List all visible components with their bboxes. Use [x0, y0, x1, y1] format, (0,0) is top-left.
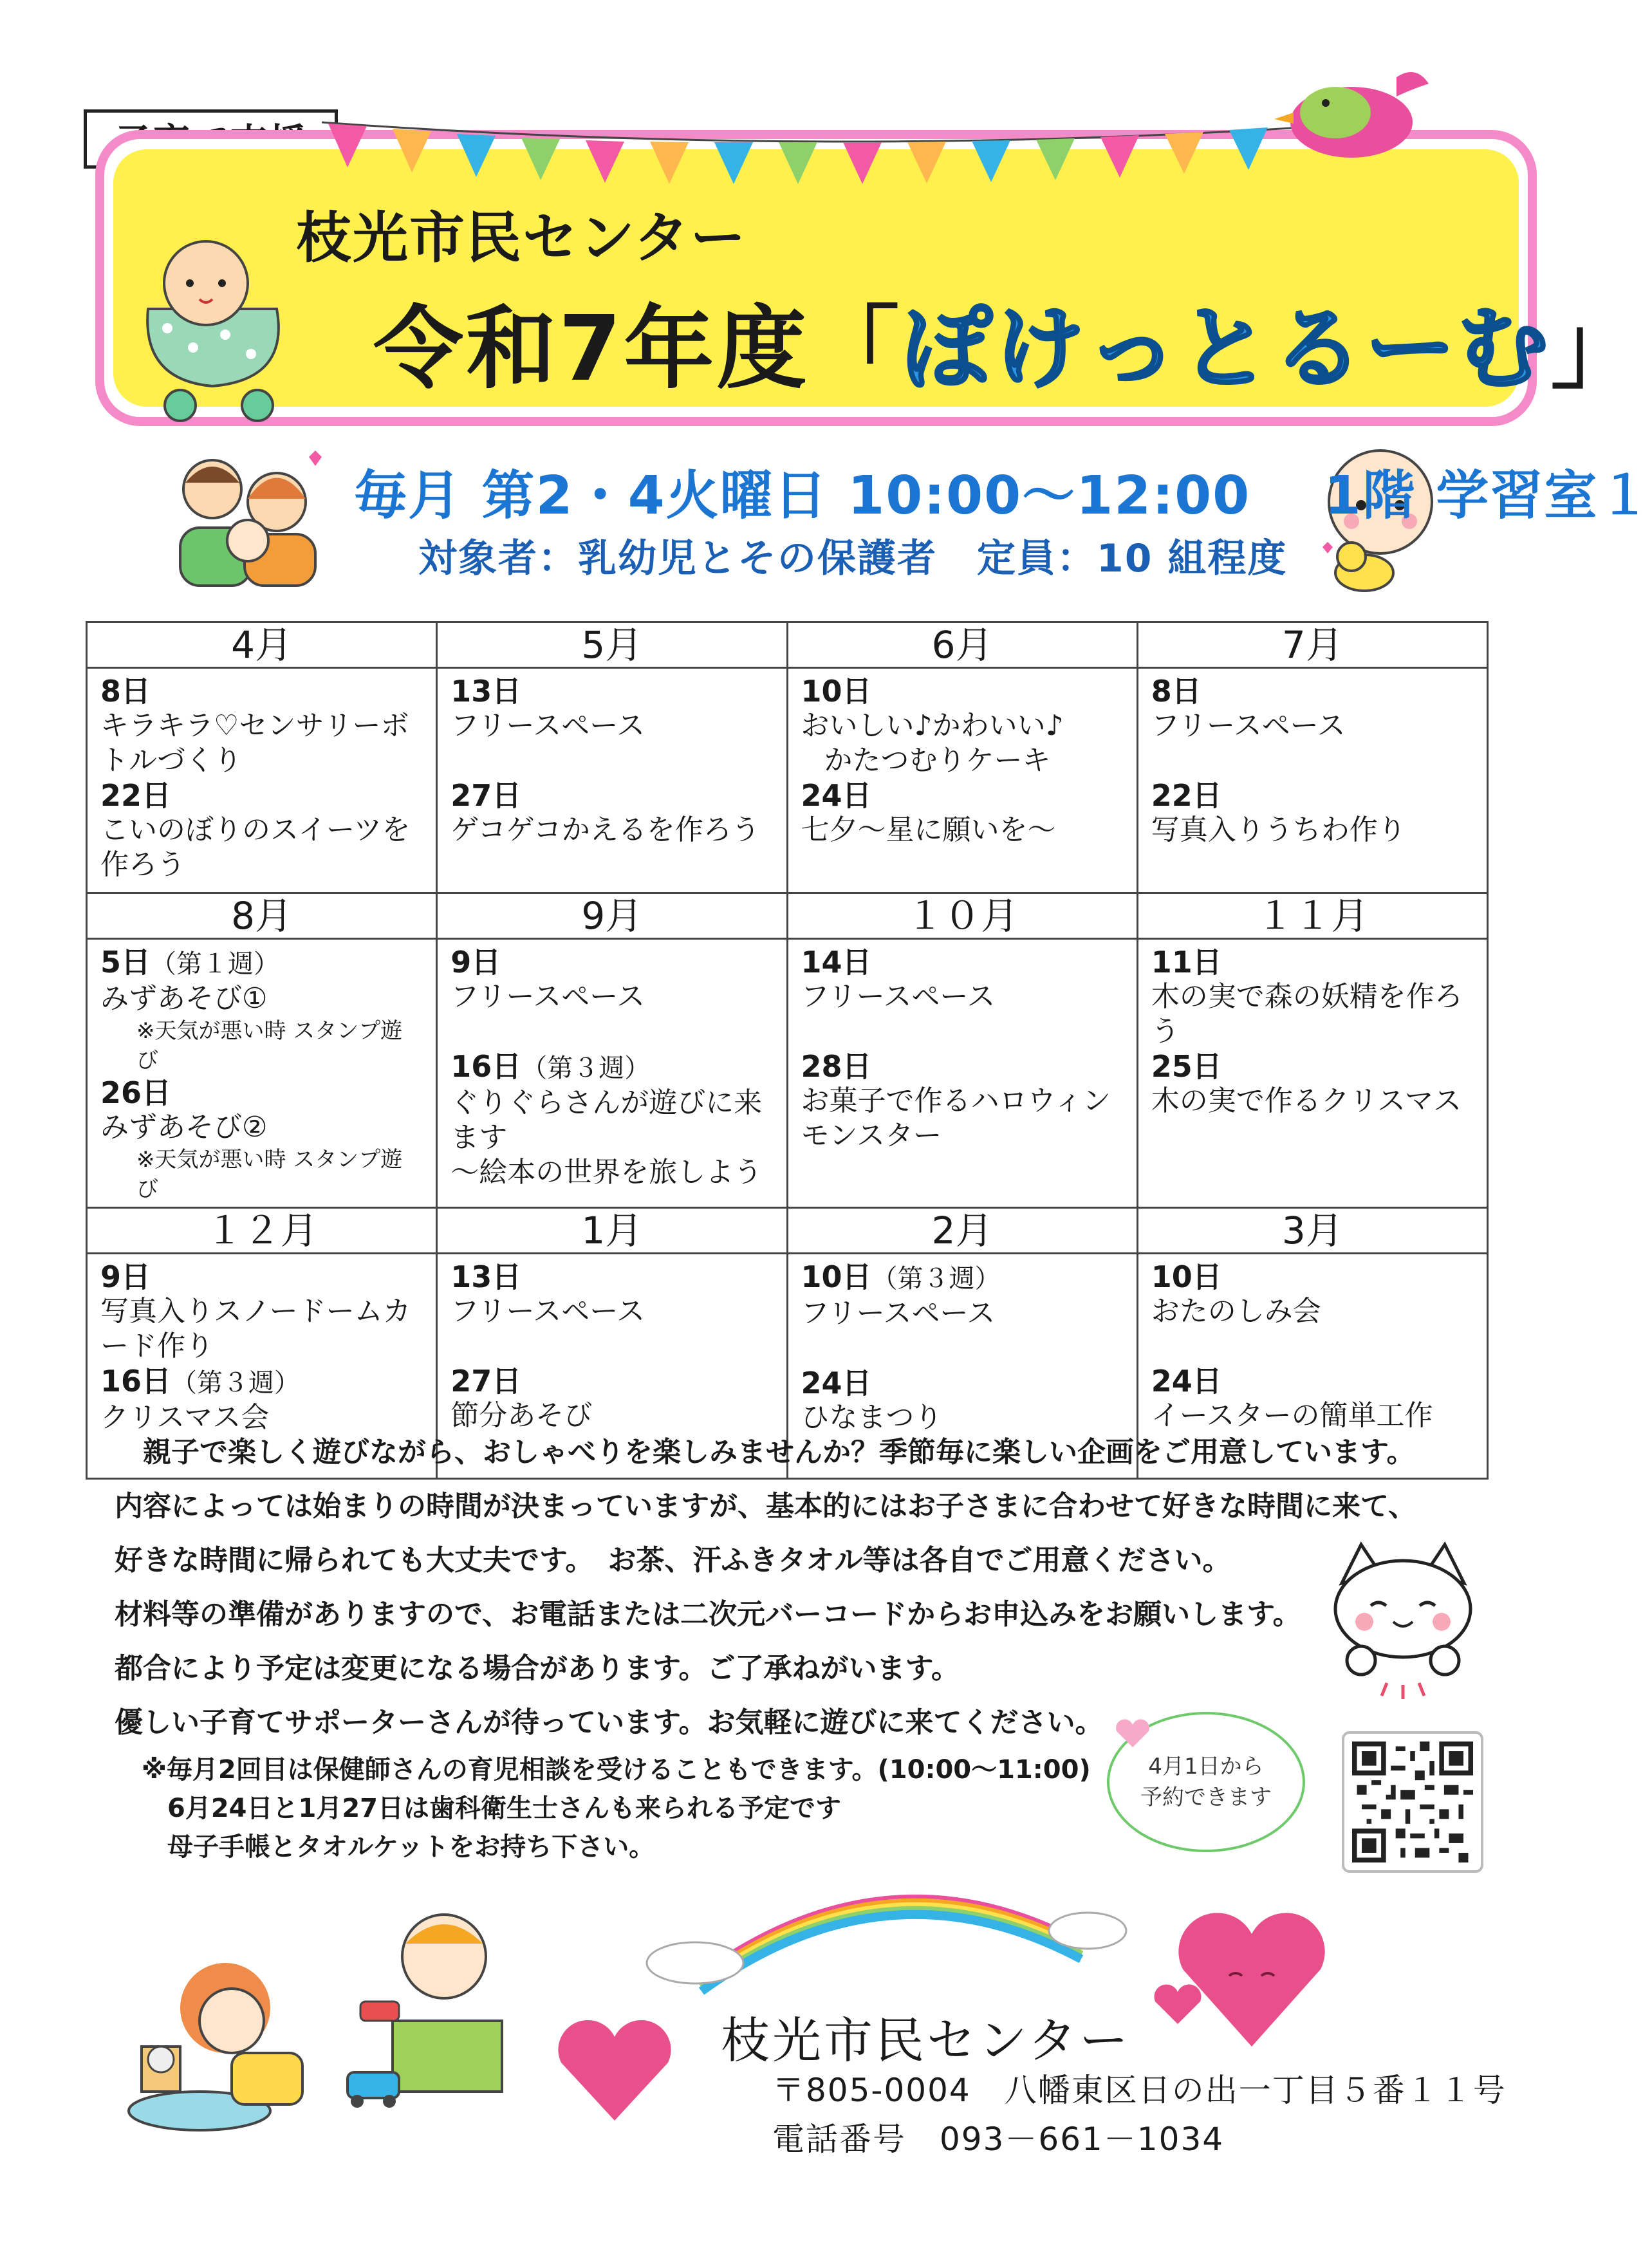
event-title: 七夕～星に願いを～ [801, 813, 1056, 846]
month-cell [1137, 939, 1487, 1208]
event-title: みずあそび① [100, 982, 268, 1015]
street-address: 八幡東区日の出一丁目５番１１号 [1004, 2072, 1507, 2109]
month-cell [87, 939, 437, 1208]
event-day: 22日 [1151, 778, 1222, 813]
event-day: 5日 [100, 945, 151, 980]
description-line: 都合により予定は変更になる場合があります。ご了承ねがいます。 [115, 1652, 960, 1685]
event-day: 16日 [450, 1049, 522, 1084]
event-note: ※天気が悪い時 スタンプ遊び [136, 1147, 403, 1202]
event-title: う [1151, 1015, 1180, 1048]
event-date [1151, 674, 1475, 709]
event-day: 28日 [801, 1049, 872, 1084]
notes [142, 1751, 1091, 1866]
note-line: 母子手帳とタオルケットをお持ち下さい。 [142, 1832, 655, 1862]
event-day: 11日 [1151, 945, 1222, 980]
baby-stroller-illustration [129, 232, 315, 425]
event-date [450, 1259, 774, 1294]
qr-code[interactable] [1342, 1731, 1483, 1873]
description [115, 1426, 1416, 1750]
month-cell [437, 939, 787, 1208]
main-title [373, 277, 1643, 406]
spacer [1151, 743, 1475, 778]
event-calendar [86, 621, 1489, 1480]
month-cell [787, 668, 1137, 893]
event-title: フリースペース [1151, 709, 1346, 742]
month-cell [787, 939, 1137, 1208]
heart-icon [1113, 1718, 1152, 1751]
event-title: おいしい♪かわいい♪ [801, 709, 1064, 742]
postal-code: 〒805-0004 [772, 2072, 971, 2109]
event-title: フリースペース [450, 709, 645, 742]
month-header: １１月 [1137, 893, 1487, 939]
event-date [100, 778, 424, 813]
month-header: 5月 [437, 622, 787, 668]
month-header: 7月 [1137, 622, 1487, 668]
description-line: 内容によっては始まりの時間が決まっていますが、基本的にはお子さまに合わせて好きな時間に来て、 [115, 1490, 1417, 1523]
spacer [801, 1014, 1125, 1049]
event-week: （第３週） [521, 1054, 651, 1083]
month-header: 6月 [787, 622, 1137, 668]
event-day: 10日 [801, 1259, 872, 1294]
event-title: イースターの簡単工作 [1151, 1399, 1433, 1432]
rainbow-illustration [644, 1866, 1133, 1982]
event-date [450, 945, 774, 980]
event-date [801, 945, 1125, 980]
event-day: 16日 [100, 1364, 172, 1398]
event-day: 9日 [100, 1259, 151, 1294]
month-cell [87, 668, 437, 893]
event-day: 27日 [450, 1364, 522, 1398]
event-date [1151, 1049, 1475, 1084]
event-day: 27日 [450, 778, 522, 813]
center-subtitle: 枝光市民センター [296, 206, 747, 270]
month-header: １０月 [787, 893, 1137, 939]
heart-small-icon [1152, 1982, 1203, 2027]
heart-large-icon [1171, 1905, 1332, 2053]
title-prefix: 令和7年度「 [373, 297, 902, 402]
month-header: 3月 [1137, 1208, 1487, 1254]
event-title: 木の実で森の妖精を作ろ [1151, 980, 1463, 1013]
month-header: 9月 [437, 893, 787, 939]
event-title: キラキラ♡センサリーボ [100, 709, 409, 742]
schedule-info: 毎月 第2・4火曜日 10:00～12:00 1階 学習室１ [354, 465, 1652, 526]
event-title: かたつむりケーキ [824, 744, 1051, 777]
month-header: 2月 [787, 1208, 1137, 1254]
family-illustration [167, 444, 335, 592]
spacer [450, 743, 774, 778]
event-day: 13日 [450, 674, 522, 709]
event-date [100, 1075, 424, 1110]
bird-illustration [1268, 51, 1435, 180]
event-day: 10日 [801, 674, 872, 709]
event-title: モンスター [801, 1119, 942, 1152]
event-date [801, 778, 1125, 813]
event-date [1151, 1259, 1475, 1294]
reservation-line: 予約できます [1140, 1785, 1272, 1810]
event-day: 8日 [1151, 674, 1202, 709]
event-day: 10日 [1151, 1259, 1222, 1294]
event-title: ード作り [100, 1330, 214, 1362]
event-day: 24日 [801, 1366, 872, 1400]
note-line: 6月24日と1月27日は歯科衛生士さんも来られる予定です [142, 1794, 841, 1823]
event-day: 24日 [1151, 1364, 1222, 1398]
event-day: 24日 [801, 778, 872, 813]
event-date [801, 1366, 1125, 1400]
description-line: 材料等の準備がありますので、お電話または二次元バーコードからお申込みをお願いします。 [115, 1598, 1301, 1631]
spacer [801, 1331, 1125, 1366]
event-date [801, 1049, 1125, 1084]
event-title: フリースペース [450, 1295, 645, 1328]
event-title: フリースペース [450, 980, 645, 1013]
event-title: こいのぼりのスイーツを [100, 813, 411, 846]
month-cell [1137, 668, 1487, 893]
event-date [450, 1049, 774, 1086]
event-title: クリスマス会 [100, 1401, 270, 1434]
event-title: ゲコゲコかえるを作ろう [450, 813, 760, 846]
event-date [100, 1364, 424, 1400]
event-title: ぐりぐらさんが遊びに来ます [450, 1086, 763, 1154]
event-title: 作ろう [100, 848, 185, 881]
target-info: 対象者：乳幼児とその保護者 定員：10 組程度 [418, 536, 1288, 581]
event-date [450, 778, 774, 813]
event-date [1151, 778, 1475, 813]
event-week: （第１週） [151, 949, 280, 979]
event-week: （第３週） [171, 1368, 301, 1398]
event-title: お菓子で作るハロウィン [801, 1084, 1111, 1117]
title-main: ぽけっとるーむ [902, 297, 1551, 402]
event-title: フリースペース [801, 1297, 996, 1330]
event-day: 25日 [1151, 1049, 1222, 1084]
address-line [772, 2066, 1507, 2115]
note-line: ※毎月2回目は保健師さんの育児相談を受けることもできます。(10:00～11:00) [142, 1755, 1091, 1785]
cat-illustration [1326, 1538, 1480, 1699]
heart-medium-icon [553, 2014, 676, 2124]
reservation-line: 4月1日から [1148, 1754, 1264, 1779]
kid-toybox-illustration [335, 1899, 528, 2111]
event-date [801, 674, 1125, 709]
event-title: おたのしみ会 [1151, 1295, 1321, 1328]
qr-code-icon [1352, 1742, 1473, 1862]
event-title: フリースペース [801, 980, 996, 1013]
phone-line [772, 2115, 1507, 2164]
month-content-row [87, 668, 1488, 893]
event-date [1151, 1364, 1475, 1398]
month-header: 8月 [87, 893, 437, 939]
description-line: 優しい子育てサポーターさんが待っています。お気軽に遊びに来てください。 [115, 1706, 1104, 1739]
event-title: 節分あそび [450, 1399, 593, 1432]
description-line: 好きな時間に帰られても大丈夫です。 お茶、汗ふきタオル等は各自でご用意ください。 [115, 1544, 1231, 1577]
spacer [1151, 1329, 1475, 1364]
event-date [1151, 945, 1475, 980]
month-header: １２月 [87, 1208, 437, 1254]
event-day: 22日 [100, 778, 172, 813]
phone-label: 電話番号 [772, 2121, 906, 2158]
event-day: 14日 [801, 945, 872, 980]
organization-name: 枝光市民センター [721, 2012, 1131, 2069]
spacer [450, 1014, 774, 1049]
event-date [100, 1259, 424, 1294]
event-day: 9日 [450, 945, 501, 980]
event-date [450, 674, 774, 709]
event-title: 木の実で作るクリスマス [1151, 1084, 1462, 1117]
month-header: 4月 [87, 622, 437, 668]
month-header-row [87, 893, 1488, 939]
spacer [450, 1329, 774, 1364]
bunting-decoration [322, 116, 1384, 193]
event-day: 13日 [450, 1259, 522, 1294]
event-title: ひなまつり [801, 1401, 943, 1434]
month-header-row [87, 1208, 1488, 1254]
event-date [450, 1364, 774, 1398]
event-date [100, 674, 424, 709]
event-day: 8日 [100, 674, 151, 709]
event-date [801, 1259, 1125, 1296]
contact-info [772, 2066, 1507, 2164]
event-day: 26日 [100, 1075, 172, 1110]
month-cell [437, 668, 787, 893]
event-week: （第３週） [871, 1264, 1001, 1294]
event-date [100, 945, 424, 981]
month-header: 1月 [437, 1208, 787, 1254]
event-title: みずあそび② [100, 1111, 268, 1144]
month-header-row [87, 622, 1488, 668]
event-title: 写真入りうちわ作り [1151, 813, 1406, 846]
description-line: 親子で楽しく遊びながら、おしゃべりを楽しみませんか？季節毎に楽しい企画をご用意しています。 [115, 1436, 1415, 1469]
event-title: トルづくり [100, 744, 242, 777]
event-title: ～絵本の世界を旅しよう [450, 1156, 763, 1189]
event-title: 写真入りスノードームカ [100, 1295, 411, 1328]
month-content-row [87, 939, 1488, 1208]
phone-number[interactable]: 093－661－1034 [940, 2121, 1225, 2158]
title-suffix: 」 [1550, 297, 1644, 402]
event-note: ※天気が悪い時 スタンプ遊び [136, 1018, 403, 1073]
